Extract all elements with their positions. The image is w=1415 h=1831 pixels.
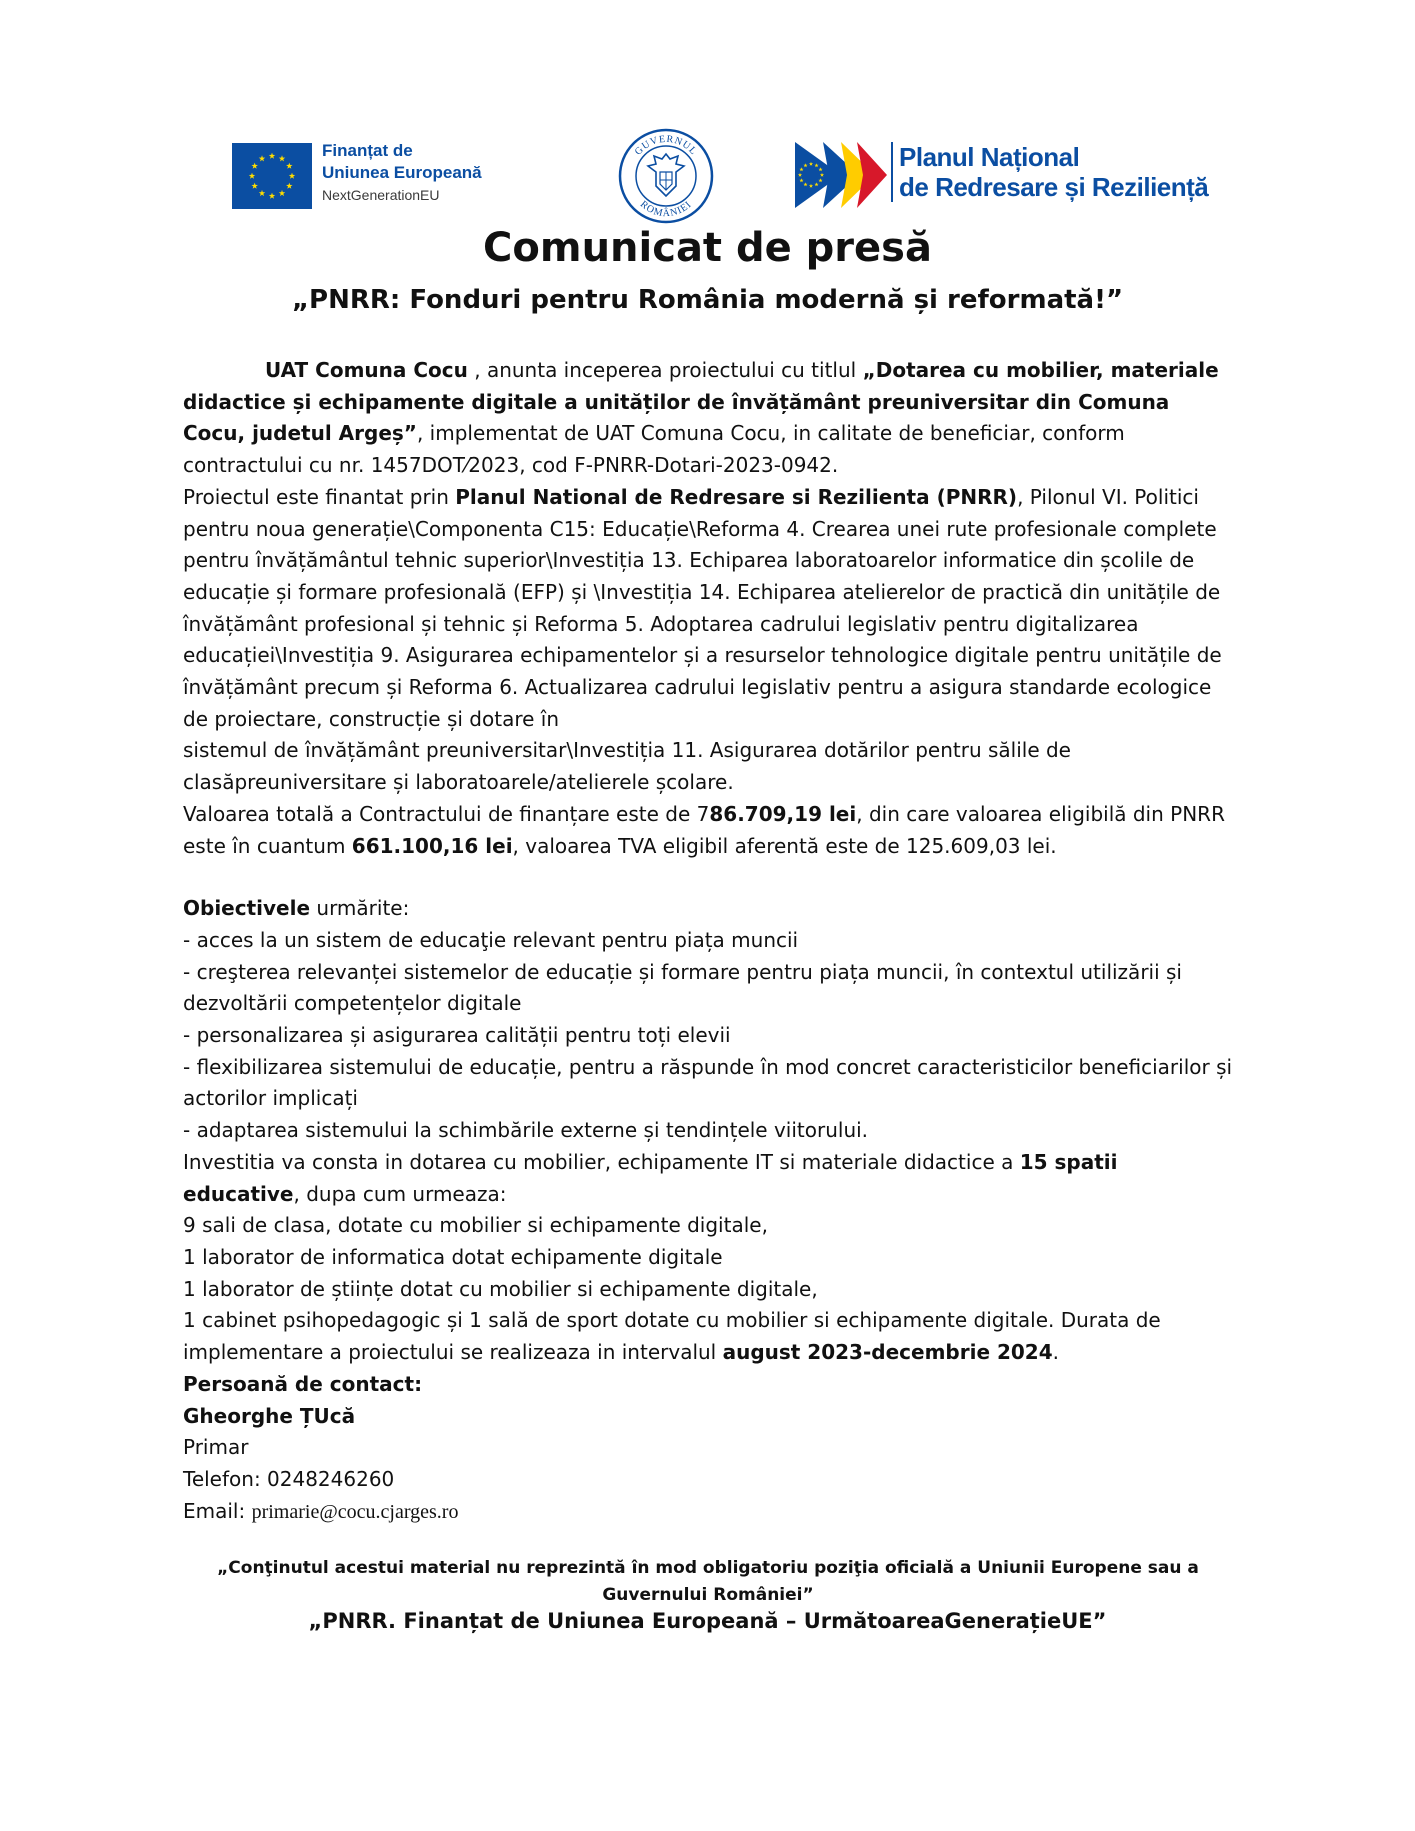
objective-item: - creşterea relevanței sistemelor de educație și formare pentru piața muncii, în contextul utilizării și dezvoltării competențelor digitale — [183, 959, 1182, 1016]
seal-text-bottom: ROMÂNIEI — [637, 198, 695, 220]
investment-item: 9 sali de clasa, dotate cu mobilier si echipamente digitale, — [183, 1213, 768, 1238]
investment-item-last: 1 cabinet psihopedagogic și 1 sală de sport dotate cu mobilier si echipamente digitale. Durata de implementare a proiectului se realizeaza in intervalul august 2023-decembrie 2024. — [183, 1308, 1161, 1365]
eligible-value: 661.100,16 lei — [351, 833, 513, 858]
implementation-period: august 2023-decembrie 2024 — [722, 1340, 1053, 1365]
total-value: 86.709,19 lei — [709, 801, 857, 826]
contact-name: Gheorghe ȚUcă — [183, 1403, 356, 1428]
investment-item: 1 laborator de științe dotat cu mobilier si echipamente digitale, — [183, 1276, 818, 1301]
eu-logo-line3: NextGenerationEU — [322, 187, 440, 203]
pnrr-slogan: „PNRR. Finanțat de Uniunea Europeană – UrmătoareaGenerațieUE” — [308, 1609, 1107, 1633]
seal-text-top: GUVERNUL — [632, 133, 700, 158]
pnrr-logo-line2: de Redresare și Reziliență — [899, 172, 1209, 202]
objective-item: - acces la un sistem de educaţie relevant pentru piața muncii — [183, 927, 799, 952]
intro-paragraph: UAT Comuna Cocu , anunta inceperea proiectului cu titlul „Dotarea cu mobilier, materiale didactice și echipamente digitale a unităților de învățământ preuniversitar din Comuna Cocu, judetul Argeș”, implementat de UAT Comuna Cocu, in calitate de beneficiar, conform contractului cu nr. 1457DOT⁄2023, cod F-PNRR-Dotari-2023-0942. — [183, 358, 1219, 478]
investment-paragraph: Investitia va consta in dotarea cu mobilier, echipamente IT si materiale didactice a 15 spatii educative, dupa cum urmeaza: — [183, 1149, 1118, 1206]
program-name: Planul National de Redresare si Rezilienta (PNRR) — [455, 484, 1018, 509]
project-title: „Dotarea cu mobilier, materiale didactice și echipamente digitale a unităților de învățământ preuniversitar din Comuna Cocu, judetul Argeș” — [183, 358, 1219, 446]
page-title: Comunicat de presă — [483, 225, 932, 271]
objective-item: - adaptarea sistemului la schimbările externe și tendințele viitorului. — [183, 1118, 869, 1143]
spaces-count: 15 spatii educative — [183, 1149, 1118, 1206]
pnrr-logo-icon — [795, 140, 887, 210]
contact-email-line: Email: primarie@cocu.cjarges.ro — [183, 1498, 459, 1523]
contact-email: primarie@cocu.cjarges.ro — [251, 1500, 459, 1523]
investment-item: 1 laborator de informatica dotat echipamente digitale — [183, 1244, 723, 1269]
pnrr-logo — [795, 140, 1209, 210]
financing-paragraph-cont: sistemul de învățământ preuniversitar\Investiția 11. Asigurarea dotărilor pentru sălile de clasăpreuniversitare și laboratoarele/atelierele școlare. — [183, 738, 1071, 795]
eu-flag-icon — [232, 143, 312, 209]
page-subtitle: „PNRR: Fonduri pentru România modernă și reformată!” — [291, 285, 1124, 315]
contact-role: Primar — [183, 1435, 249, 1460]
contact-label: Persoană de contact: — [183, 1371, 423, 1396]
eu-logo-line1: Finanțat de — [322, 141, 413, 160]
financing-paragraph: Proiectul este finantat prin Planul National de Redresare si Rezilienta (PNRR), Pilonul VI. Politici pentru noua generație\Componenta C15: Educație\Reforma 4. Crearea unei rute profesionale complete pentru învățământul tehnic superior\Investiția 13. Echiparea laboratoarelor informatice din școlile de educație și formare profesională (EFP) și \Investiția 14. Echiparea atelierelor de practică din unitățile de învățământ profesional și tehnic și Reforma 5. Adoptarea cadrului legislativ pentru digitalizarea educației\Investiția 9. Asigurarea echipamentelor și a resurselor tehnologice digitale pentru unitățile de învățământ precum și Reforma 6. Actualizarea cadrului legislativ pentru a asigura standarde ecologice de proiectare, construcție și dotare în — [183, 484, 1222, 731]
eu-disclaimer: „Conţinutul acestui material nu reprezintă în mod obligatoriu poziţia oficială a Uniunii Europene sau a Guvernului României” — [217, 1558, 1199, 1605]
pnrr-logo-line1: Planul Național — [899, 142, 1080, 172]
objectives-heading: Obiectivele urmărite: — [183, 896, 410, 921]
objective-item: - personalizarea și asigurarea calității pentru toți elevii — [183, 1023, 731, 1048]
government-seal-icon — [618, 128, 714, 224]
objective-item: - flexibilizarea sistemului de educație, pentru a răspunde în mod concret caracteristicilor beneficiarilor și actorilor implicați — [183, 1054, 1233, 1111]
contact-phone: Telefon: 0248246260 — [183, 1466, 395, 1491]
eu-funding-logo — [232, 140, 492, 210]
value-paragraph: Valoarea totală a Contractului de finanțare este de 786.709,19 lei, din care valoarea eligibilă din PNRR este în cuantum 661.100,16 lei, valoarea TVA eligibil aferentă este de 125.609,03 lei. — [183, 801, 1225, 858]
eu-logo-line2: Uniunea Europeană — [322, 163, 482, 182]
organization-name: UAT Comuna Cocu — [265, 358, 468, 382]
press-release-body — [183, 355, 1233, 1528]
